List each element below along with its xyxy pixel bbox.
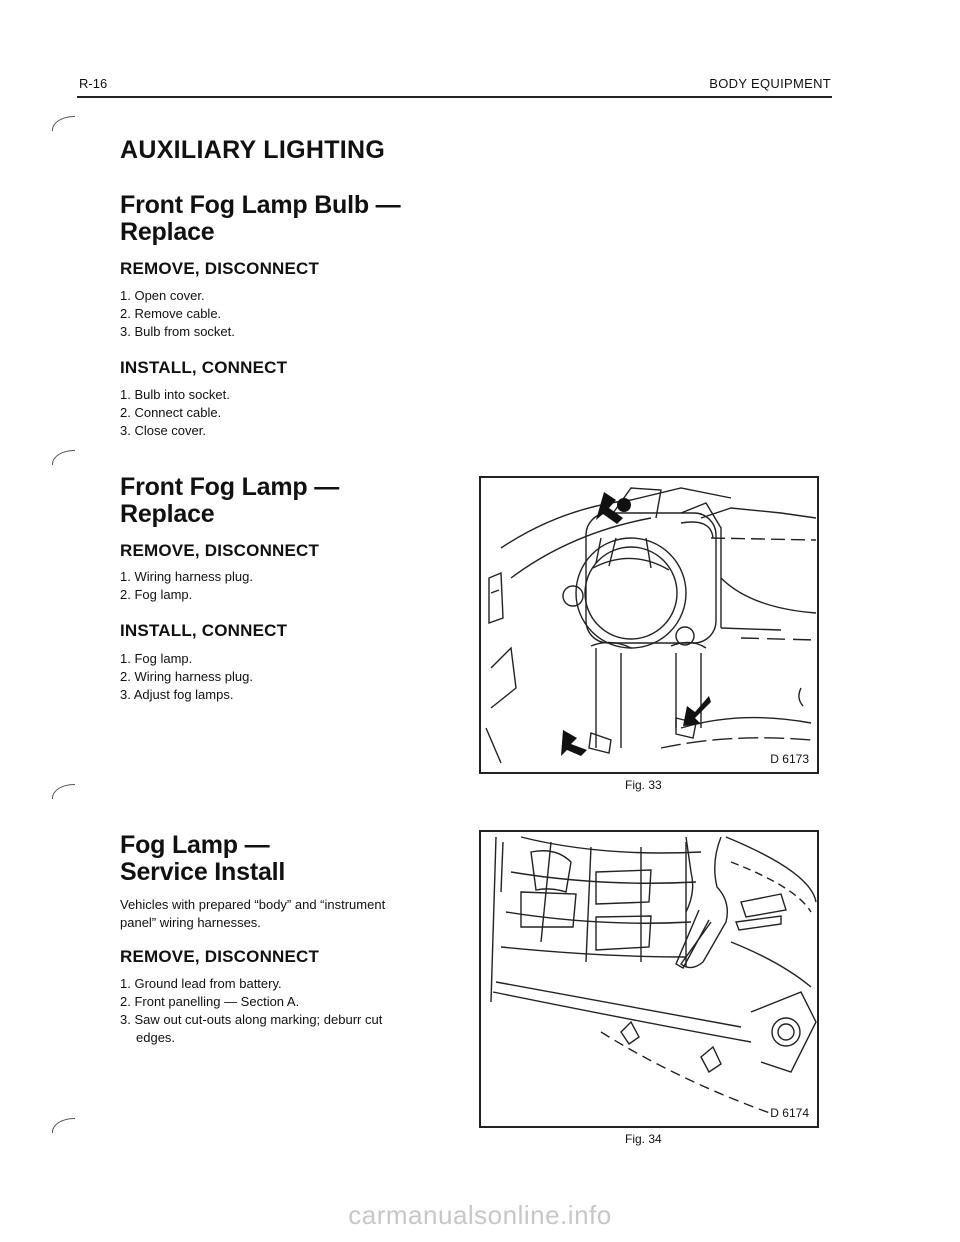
- step-item: 1. Ground lead from battery.: [120, 976, 282, 991]
- figure-service-install: [479, 830, 819, 1128]
- page-title: AUXILIARY LIGHTING: [120, 136, 386, 164]
- section-heading-line: Replace: [120, 500, 215, 528]
- section-heading: [120, 192, 400, 246]
- figure-caption: Fig. 33: [625, 778, 662, 792]
- remove-label: REMOVE, DISCONNECT: [120, 947, 320, 966]
- section-name: BODY EQUIPMENT: [709, 76, 831, 91]
- step-item: 2. Fog lamp.: [120, 587, 193, 602]
- step-item: 1. Bulb into socket.: [120, 387, 230, 402]
- remove-steps: [120, 287, 235, 341]
- figure-fog-lamp: [479, 476, 819, 774]
- step-item: 2. Front panelling — Section A.: [120, 994, 300, 1009]
- fog-lamp-illustration: [481, 478, 817, 772]
- margin-mark: [52, 1118, 75, 1133]
- step-item: 1. Fog lamp.: [120, 651, 193, 666]
- section-heading: [120, 474, 339, 528]
- step-item: 1. Open cover.: [120, 288, 205, 303]
- margin-mark: [52, 116, 75, 131]
- figure-code: D 6174: [770, 1106, 809, 1120]
- section-heading-line: Front Fog Lamp Bulb —: [120, 191, 401, 219]
- step-item: 2. Wiring harness plug.: [120, 669, 253, 684]
- margin-mark: [52, 784, 75, 799]
- step-item: 3. Saw out cut-outs along marking; deburr cut edges.: [120, 1012, 383, 1045]
- page-header: [79, 76, 831, 94]
- step-item: 3. Bulb from socket.: [120, 324, 235, 339]
- intro-paragraph: Vehicles with prepared “body” and “instrument panel” wiring harnesses.: [120, 897, 386, 930]
- section-heading-line: Front Fog Lamp —: [120, 473, 339, 501]
- figure-caption: Fig. 34: [625, 1132, 662, 1146]
- install-steps: [120, 386, 230, 440]
- remove-label: REMOVE, DISCONNECT: [120, 259, 320, 278]
- section-heading: [120, 832, 285, 886]
- step-item: 1. Wiring harness plug.: [120, 569, 253, 584]
- margin-mark: [52, 450, 75, 465]
- install-steps: [120, 650, 253, 704]
- section-heading-line: Replace: [120, 218, 215, 246]
- step-item: 3. Adjust fog lamps.: [120, 687, 234, 702]
- page-number: R-16: [79, 76, 108, 91]
- figure-code: D 6173: [770, 752, 809, 766]
- step-item: 2. Remove cable.: [120, 306, 222, 321]
- section-heading-line: Fog Lamp —: [120, 831, 270, 859]
- section-heading-line: Service Install: [120, 858, 286, 886]
- watermark: carmanualsonline.info: [348, 1200, 612, 1230]
- install-label: INSTALL, CONNECT: [120, 621, 288, 640]
- install-label: INSTALL, CONNECT: [120, 358, 288, 377]
- step-item: 2. Connect cable.: [120, 405, 222, 420]
- remove-label: REMOVE, DISCONNECT: [120, 541, 320, 560]
- remove-steps: [120, 975, 420, 1047]
- step-item: 3. Close cover.: [120, 423, 206, 438]
- remove-steps: [120, 568, 253, 604]
- panel-cutout-illustration: [481, 832, 817, 1126]
- header-rule: [77, 96, 832, 98]
